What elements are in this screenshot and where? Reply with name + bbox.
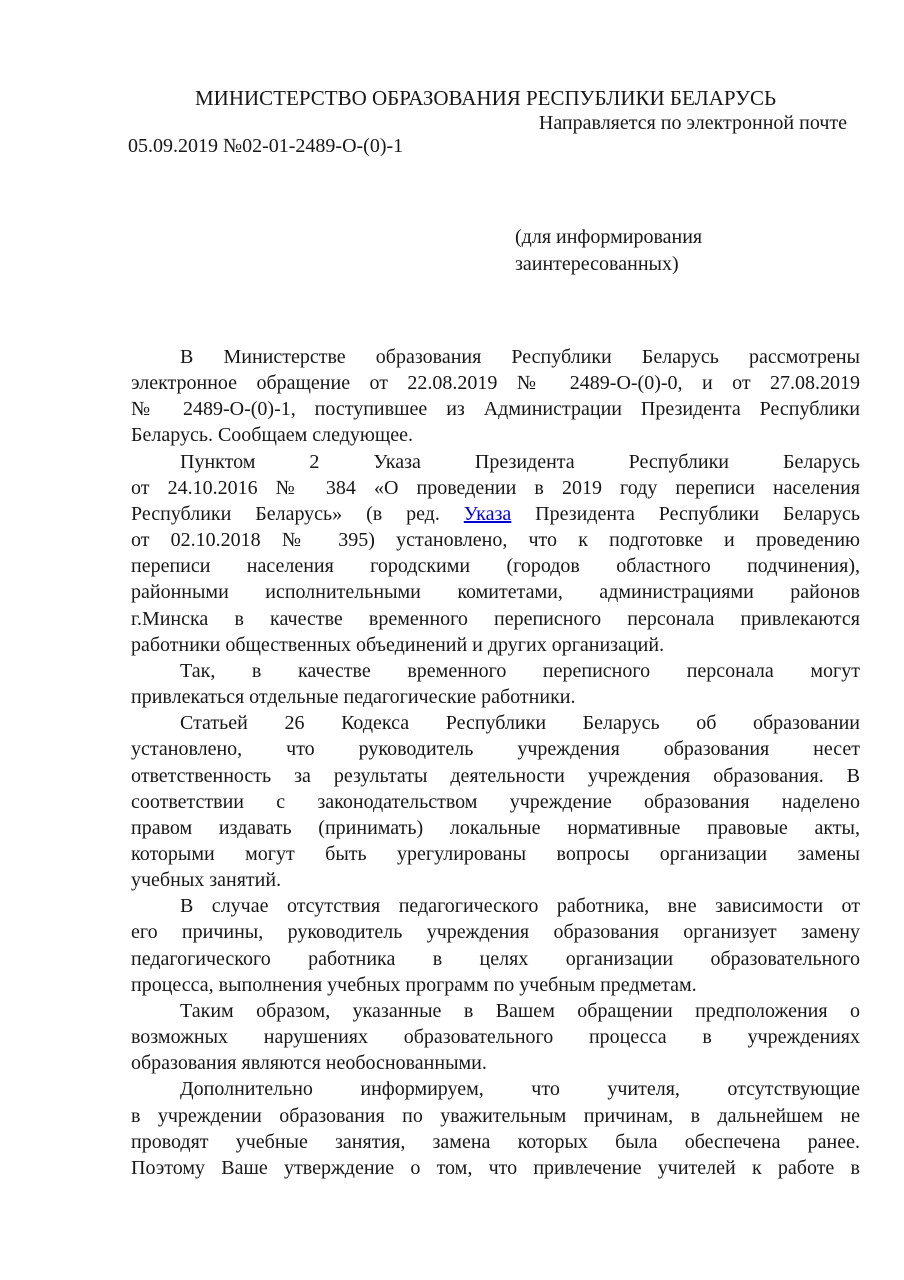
body-line	[131, 344, 860, 370]
body-text-segment: учебных занятий.	[131, 869, 282, 892]
delivery-method-note: Направляется по электронной почте	[538, 112, 847, 134]
body-text-segment: В Министерстве образования Республики Беларусь рассмотрены	[180, 346, 860, 368]
body-text-segment: проводят учебные занятия, замена которых была обеспечена ранее.	[131, 1130, 860, 1153]
doc-date-number: 05.09.2019 №02-01-2489-О-(0)-1	[128, 135, 404, 157]
body-line	[131, 919, 860, 945]
body-line	[131, 1076, 860, 1102]
body-line	[131, 658, 860, 684]
body-text-segment: Таким образом, указанные в Вашем обращении предположения о	[180, 999, 860, 1022]
body-text-segment: № 2489-О-(0)-1, поступившее из Администрации Президента Республики	[131, 398, 860, 421]
body-text-segment: образования являются необоснованными.	[131, 1052, 487, 1075]
body-text-segment: соответствии с законодательством учреждение образования наделено	[131, 790, 860, 813]
body-line	[131, 684, 860, 710]
body-line	[131, 553, 860, 579]
body-text-segment: В случае отсутствия педагогического работника, вне зависимости от	[180, 895, 860, 918]
body-text-segment: установлено, что руководитель учреждения образования несет	[131, 738, 860, 761]
ukaza-link[interactable]: Указа	[463, 502, 512, 525]
body-text-segment: Пунктом 2 Указа Президента Республики Беларусь	[180, 450, 860, 473]
body-text-segment: электронное обращение от 22.08.2019 № 2489-О-(0)-0, и от 27.08.2019	[131, 372, 860, 395]
body-line	[131, 1024, 860, 1050]
body-text-segment: переписи населения городскими (городов областного подчинения),	[131, 555, 860, 578]
body-line	[131, 632, 860, 658]
body-text-segment: районными исполнительными комитетами, администрациями районов	[131, 581, 860, 604]
body-line	[131, 972, 860, 998]
body-text-segment: Дополнительно информируем, что учителя, отсутствующие	[180, 1078, 860, 1101]
body-text-segment: правом издавать (принимать) локальные нормативные правовые акты,	[131, 816, 860, 839]
body-text-segment: привлекаться отдельные педагогические работники.	[131, 686, 576, 709]
body-line	[131, 736, 860, 762]
body-line	[131, 1050, 860, 1076]
body-line	[131, 946, 860, 972]
body-line	[131, 475, 860, 501]
body-line	[131, 606, 860, 632]
body-line	[131, 1129, 860, 1155]
body-text-segment: от 02.10.2018 № 395) установлено, что к подготовке и проведению	[131, 529, 860, 552]
body-lines	[131, 344, 860, 1181]
body-text-segment: которыми могут быть урегулированы вопросы организации замены	[131, 842, 860, 865]
body-text-segment: Беларусь. Сообщаем следующее.	[131, 424, 414, 447]
body-line	[131, 396, 860, 422]
addressee-note-line2: заинтересованных)	[515, 252, 679, 275]
body-text-segment: в учреждении образования по уважительным причинам, в дальнейшем не	[131, 1104, 860, 1127]
body-text-segment: Поэтому Ваше утверждение о том, что привлечение учителей к работе в	[131, 1156, 860, 1179]
body-line	[131, 1103, 860, 1129]
body-text-segment: от 24.10.2016 № 384 «О проведении в 2019 году переписи населения	[131, 476, 860, 499]
body-line	[131, 815, 860, 841]
body-text-segment: педагогического работника в целях организации образовательного	[131, 947, 860, 970]
addressee-note-line1: (для информирования	[515, 226, 703, 248]
ministry-title: МИНИСТЕРСТВО ОБРАЗОВАНИЯ РЕСПУБЛИКИ БЕЛАРУСЬ	[194, 86, 777, 110]
body-text-segment: Так, в качестве временного переписного персонала могут	[180, 659, 860, 682]
addressee-note	[515, 224, 845, 277]
body-text-segment: Республики Беларусь» (в ред.	[131, 502, 464, 525]
body-text-segment: ответственность за результаты деятельности учреждения образования. В	[131, 764, 860, 787]
body-line	[131, 867, 860, 893]
body-line	[131, 789, 860, 815]
body-text-segment: возможных нарушениях образовательного процесса в учреждениях	[131, 1026, 860, 1049]
body-line	[131, 449, 860, 475]
body-text-segment: Президента Республики Беларусь	[511, 502, 860, 525]
body-line	[131, 710, 860, 736]
body-line	[131, 998, 860, 1024]
body-text-segment: работники общественных объединений и других организаций.	[131, 633, 665, 656]
body-line	[131, 1155, 860, 1181]
body-text-segment: его причины, руководитель учреждения образования организует замену	[131, 921, 860, 944]
body-line	[131, 893, 860, 919]
body-text-segment: г.Минска в качестве временного переписного персонала привлекаются	[131, 607, 860, 630]
body-line	[131, 763, 860, 789]
body-line	[131, 370, 860, 396]
body-text-segment: процесса, выполнения учебных программ по учебным предметам.	[131, 973, 697, 996]
body-text-segment: Статьей 26 Кодекса Республики Беларусь об образовании	[180, 712, 860, 735]
body-line	[131, 579, 860, 605]
body-line	[131, 422, 860, 448]
body-line	[131, 501, 860, 527]
body-line	[131, 527, 860, 553]
body-line	[131, 841, 860, 867]
